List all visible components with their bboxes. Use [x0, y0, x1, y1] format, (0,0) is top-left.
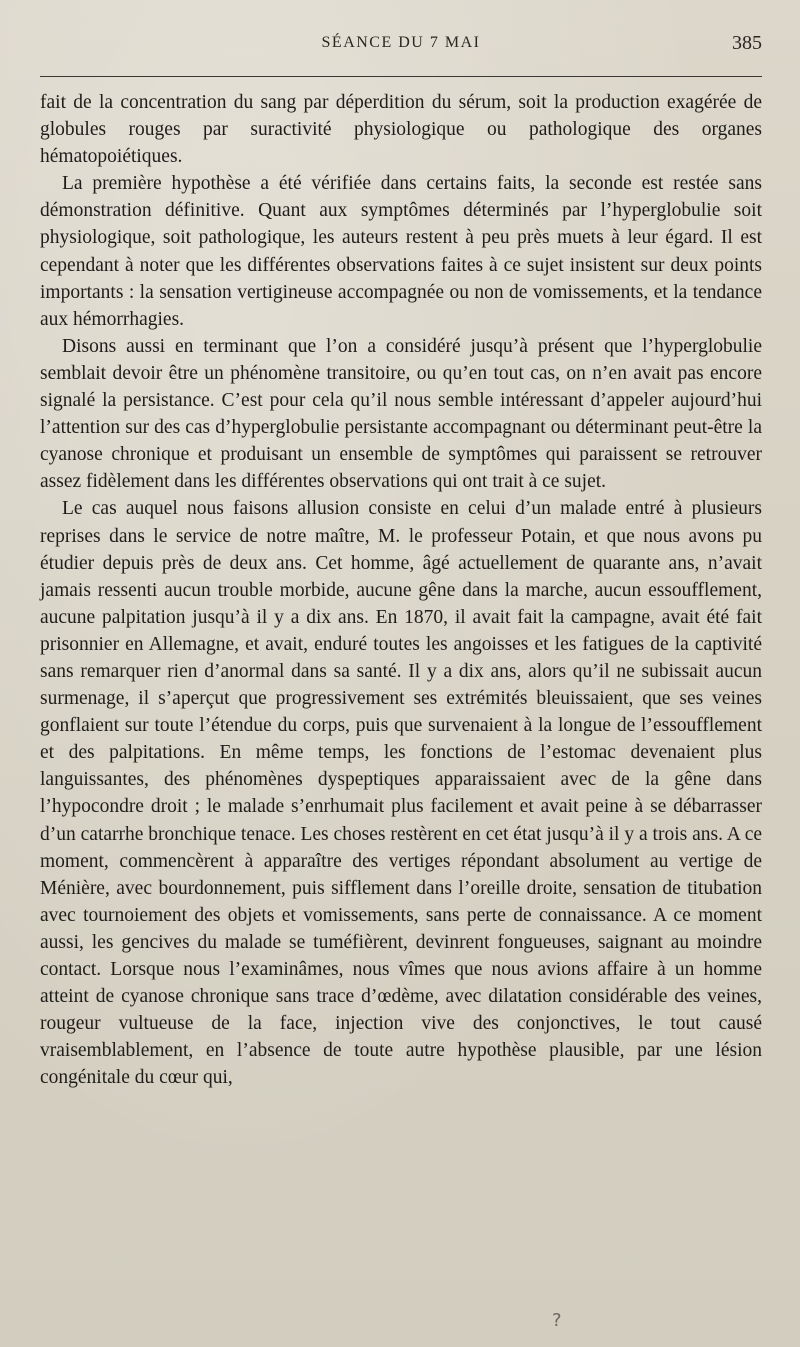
paragraph-continuation: fait de la concentration du sang par déperdition du sérum, soit la production exagérée de globules rouges par suractivité physiologique ou pathologique des organes hématopoiétiques. — [40, 92, 762, 168]
page-number: 385 — [732, 32, 762, 54]
header-rule — [40, 76, 762, 77]
handwritten-mark: ? — [552, 1310, 562, 1331]
paragraph: Le cas auquel nous faisons allusion consiste en celui d’un malade entré à plusieurs reprises dans le service de notre maître, M. le professeur Potain, et que nous avons pu étudier depuis près de deux ans. Cet homme, âgé actuellement de quarante ans, n’avait jamais ressenti aucun trouble morbide, aucune gêne dans la marche, aucun essoufflement, aucune palpitation jusqu’à il y a dix ans. En 1870, il avait fait la campagne, avait été fait prisonnier en Allemagne, et avait, enduré toutes les angoisses et les fatigues de la captivité sans remarquer rien d’anormal dans sa santé. Il y a dix ans, alors qu’il ne subissait aucun surmenage, il s’aperçut que progressivement ses extrémités bleuissaient, que ses veines gonflaient sur toute l’étendue du corps, puis que survenaient à la longue de l’essoufflement et des palpitations. En même temps, les fonctions de l’estomac devenaient plus languissantes, des phénomènes dyspeptiques apparaissaient avec de la gêne dans l’hypocondre droit ; le malade s’enrhumait plus facilement et avait peine à se débarrasser d’un catarrhe bronchique tenace. Les choses restèrent en cet état jusqu’à il y a trois ans. A ce moment, commencèrent à apparaître des vertiges répondant absolument au vertige de Ménière, avec bourdonnement, puis sifflement dans l’oreille droite, sensation de titubation avec tournoiement des objets et vomissements, sans perte de connaissance. A ce moment aussi, les gencives du malade se tuméfièrent, devinrent fongueuses, saignant au moindre contact. Lorsque nous l’examinâmes, nous vîmes que nous avions affaire à un homme atteint de cyanose chronique sans trace d’œdème, avec dilatation considérable des veines, rougeur vultueuse de la face, injection vive des conjonctives, le tout causé vraisemblablement, en l’absence de toute autre hypothèse plausible, par une lésion congénitale du cœur qui, — [40, 498, 762, 1089]
paragraph: Disons aussi en terminant que l’on a considéré jusqu’à présent que l’hyperglobulie semblait devoir être un phénomène transitoire, ou qu’en tout cas, on n’en avait pas encore signalé la persistance. C’est pour cela qu’il nous semble intéressant d’appeler aujourd’hui l’attention sur des cas d’hyperglobulie persistante accompagnant ou déterminant peut-être la cyanose chronique et produisant un ensemble de symptômes qui paraissent se retrouver assez fidèlement dans les différentes observations qui ont trait à ce sujet. — [40, 335, 762, 493]
body-text — [40, 89, 762, 1091]
running-title: SÉANCE DU 7 MAI — [321, 34, 481, 51]
paragraph: La première hypothèse a été vérifiée dans certains faits, la seconde est restée sans démonstration définitive. Quant aux symptômes déterminés par l’hyperglobulie soit physiologique, soit pathologique, les auteurs restent à peu près muets à leur égard. Il est cependant à noter que les différentes observations faites à ce sujet insistent sur deux points importants : la sensation vertigineuse accompagnée ou non de vomissements, et la tendance aux hémorrhagies. — [40, 173, 762, 330]
page-header — [40, 30, 762, 62]
